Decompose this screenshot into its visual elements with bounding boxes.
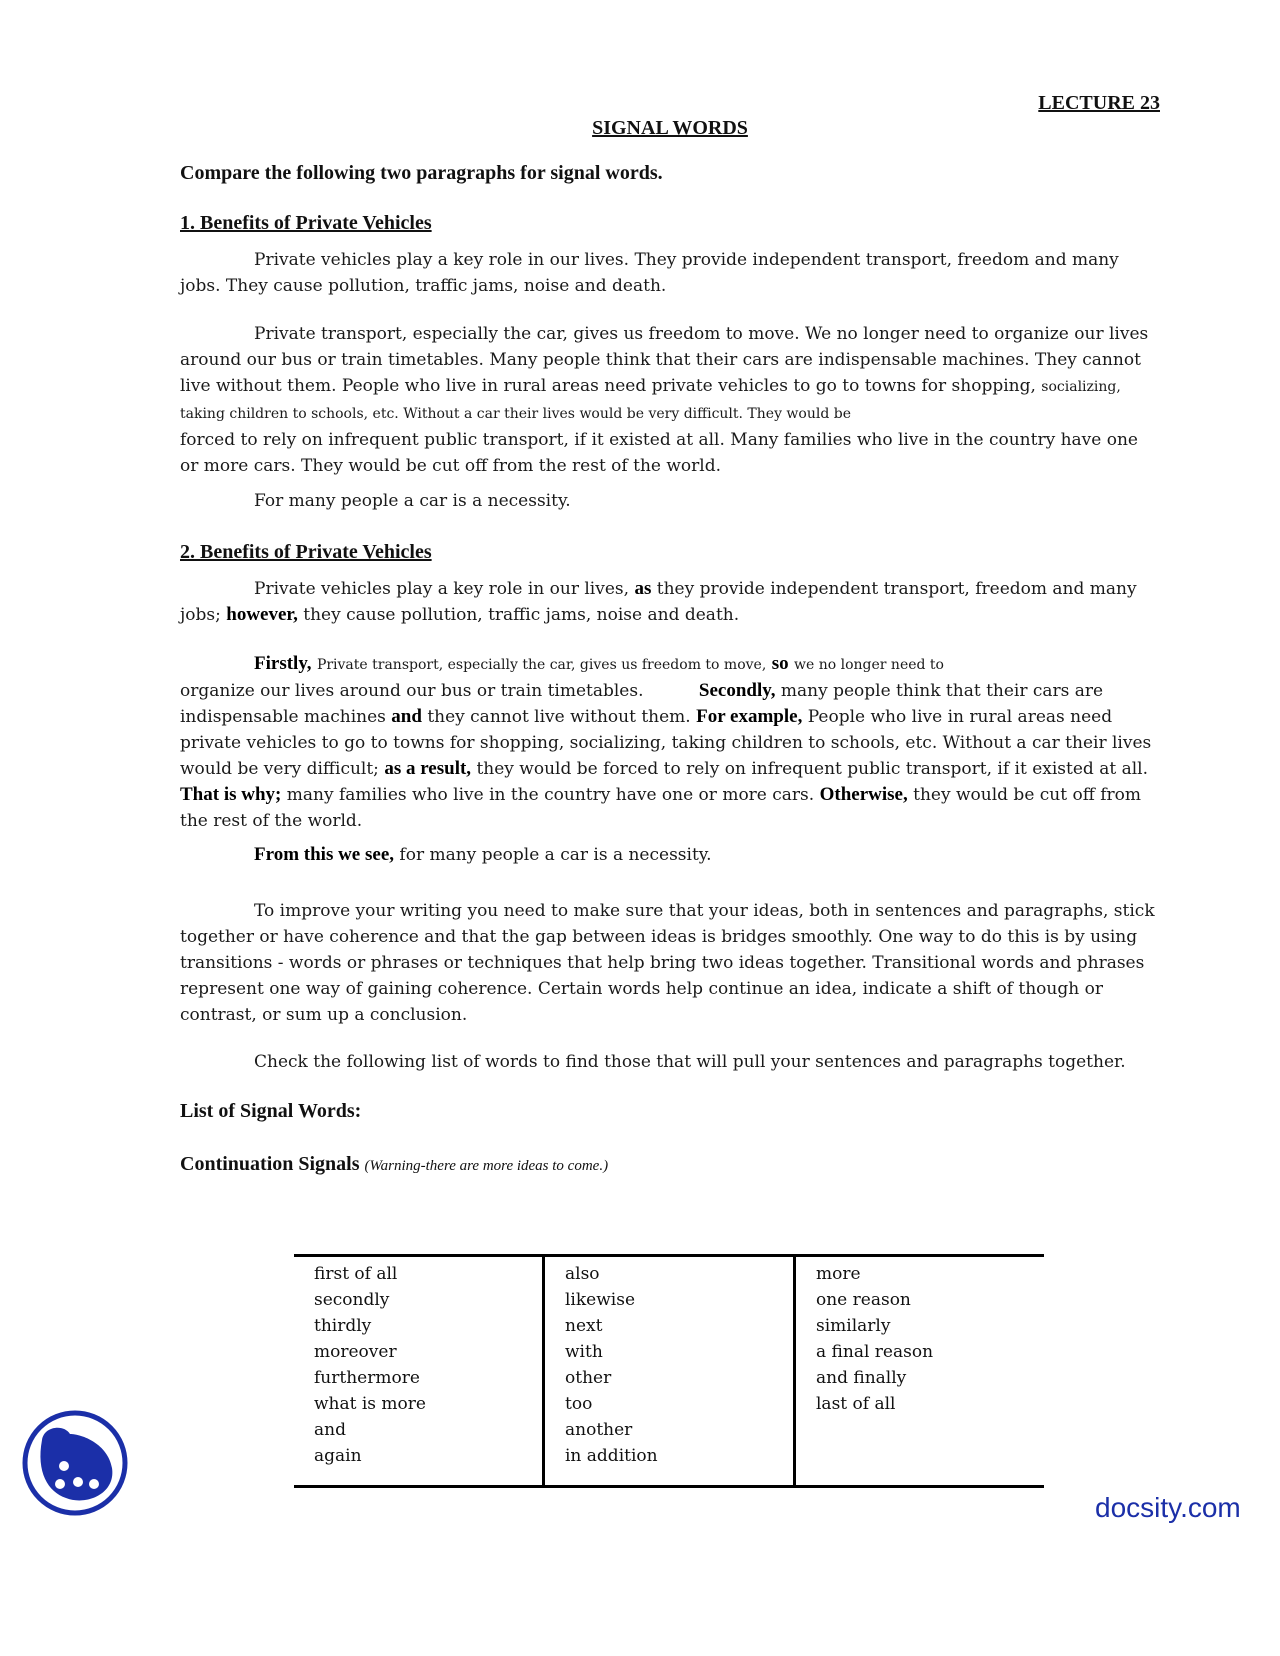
- section1-paragraph-3: For many people a car is a necessity.: [254, 491, 571, 511]
- table-cell: first of all: [314, 1264, 398, 1284]
- check-paragraph: Check the following list of words to find those that will pull your sentences and paragraphs together.: [254, 1052, 1126, 1072]
- section1-paragraph-2: Private transport, especially the car, gives us freedom to move. We no longer need to organize our lives around our bus or train timetables. Many people think that their cars are indispensable machines. They cannot live without them. People who live in rural areas need private vehicles to go to towns for shopping, socializing, taking children to schools, etc. Without a car their lives would be very difficult. They would be forced to rely on infrequent public transport, if it existed at all. Many families who live in the country have one or more cars. They would be cut off from the rest of the world.: [180, 324, 1149, 476]
- brand-name[interactable]: docsity.com: [1095, 1492, 1241, 1523]
- table-cell: furthermore: [314, 1368, 420, 1388]
- table-cell: also: [565, 1264, 600, 1284]
- signal-word: however,: [226, 604, 298, 625]
- section2-paragraph-3: From this we see, for many people a car is a necessity.: [254, 844, 712, 865]
- section1-heading: 1. Benefits of Private Vehicles: [180, 212, 432, 234]
- intro-line: Compare the following two paragraphs for signal words.: [180, 162, 663, 184]
- signal-word: so: [771, 653, 789, 674]
- table-column-1: [294, 1257, 542, 1485]
- signal-word: Secondly,: [698, 680, 776, 701]
- table-cell: too: [565, 1394, 593, 1414]
- signal-word: as a result,: [384, 758, 472, 779]
- signal-word: For example,: [696, 706, 803, 727]
- section2-paragraph-2: Firstly, Private transport, especially the car, gives us freedom to move, so we no longer need to organize our lives around our bus or train timetables. Secondly, many people think that their cars are indispensable machines and they cannot live without them. For example, People who live in rural areas need private vehicles to go to towns for shopping, socializing, taking children to schools, etc. Without a car their lives would be very difficult; as a result, they would be forced to rely on infrequent public transport, if it existed at all. That is why; many families who live in the country have one or more cars. Otherwise, they would be cut off from the rest of the world.: [180, 653, 1152, 831]
- table-cell: other: [565, 1368, 612, 1388]
- table-cell: likewise: [565, 1290, 636, 1310]
- table-cell: with: [565, 1342, 603, 1362]
- table-cell: in addition: [565, 1446, 658, 1466]
- signal-word: and: [391, 706, 422, 727]
- table-cell: and finally: [816, 1368, 907, 1388]
- signal-words-table: [294, 1254, 1044, 1488]
- table-cell: last of all: [816, 1394, 896, 1414]
- signal-word: Firstly,: [254, 653, 312, 674]
- table-cell: a final reason: [816, 1342, 934, 1362]
- table-cell: another: [565, 1420, 633, 1440]
- section2-heading: 2. Benefits of Private Vehicles: [180, 541, 432, 563]
- signal-word: Otherwise,: [819, 784, 908, 805]
- signal-word: as: [634, 578, 652, 599]
- table-cell: again: [314, 1446, 362, 1466]
- table-cell: one reason: [816, 1290, 911, 1310]
- table-cell: moreover: [314, 1342, 397, 1362]
- table-cell: similarly: [816, 1316, 891, 1336]
- continuation-note: (Warning-there are more ideas to come.): [364, 1158, 609, 1174]
- table-cell: thirdly: [314, 1316, 372, 1336]
- table-column-3: [793, 1257, 1044, 1485]
- docsity-logo-icon: [22, 1410, 128, 1516]
- improve-paragraph: To improve your writing you need to make sure that your ideas, both in sentences and paragraphs, stick together or have coherence and that the gap between ideas is bridges smoothly. One way to do this is by using transitions - words or phrases or techniques that help bring two ideas together. Transitional words and phrases represent one way of gaining coherence. Certain words help continue an idea, indicate a shift of though or contrast, or sum up a conclusion.: [180, 901, 1155, 1025]
- section2-paragraph-1: Private vehicles play a key role in our lives, as they provide independent transport, freedom and many jobs; however, they cause pollution, traffic jams, noise and death.: [180, 578, 1137, 625]
- table-cell: what is more: [314, 1394, 426, 1414]
- table-cell: and: [314, 1420, 346, 1440]
- list-heading: List of Signal Words:: [180, 1100, 362, 1122]
- signal-word: That is why;: [180, 784, 282, 805]
- table-cell: next: [565, 1316, 603, 1336]
- section1-paragraph-1: Private vehicles play a key role in our lives. They provide independent transport, freedom and many jobs. They cause pollution, traffic jams, noise and death.: [180, 250, 1119, 296]
- lecture-number: LECTURE 23: [1038, 92, 1160, 114]
- signal-word: From this we see,: [254, 844, 395, 865]
- table-column-2: [542, 1257, 793, 1485]
- table-cell: more: [816, 1264, 861, 1284]
- table-cell: secondly: [314, 1290, 390, 1310]
- continuation-heading: Continuation Signals (Warning-there are more ideas to come.): [180, 1153, 609, 1175]
- page-title: SIGNAL WORDS: [592, 117, 748, 139]
